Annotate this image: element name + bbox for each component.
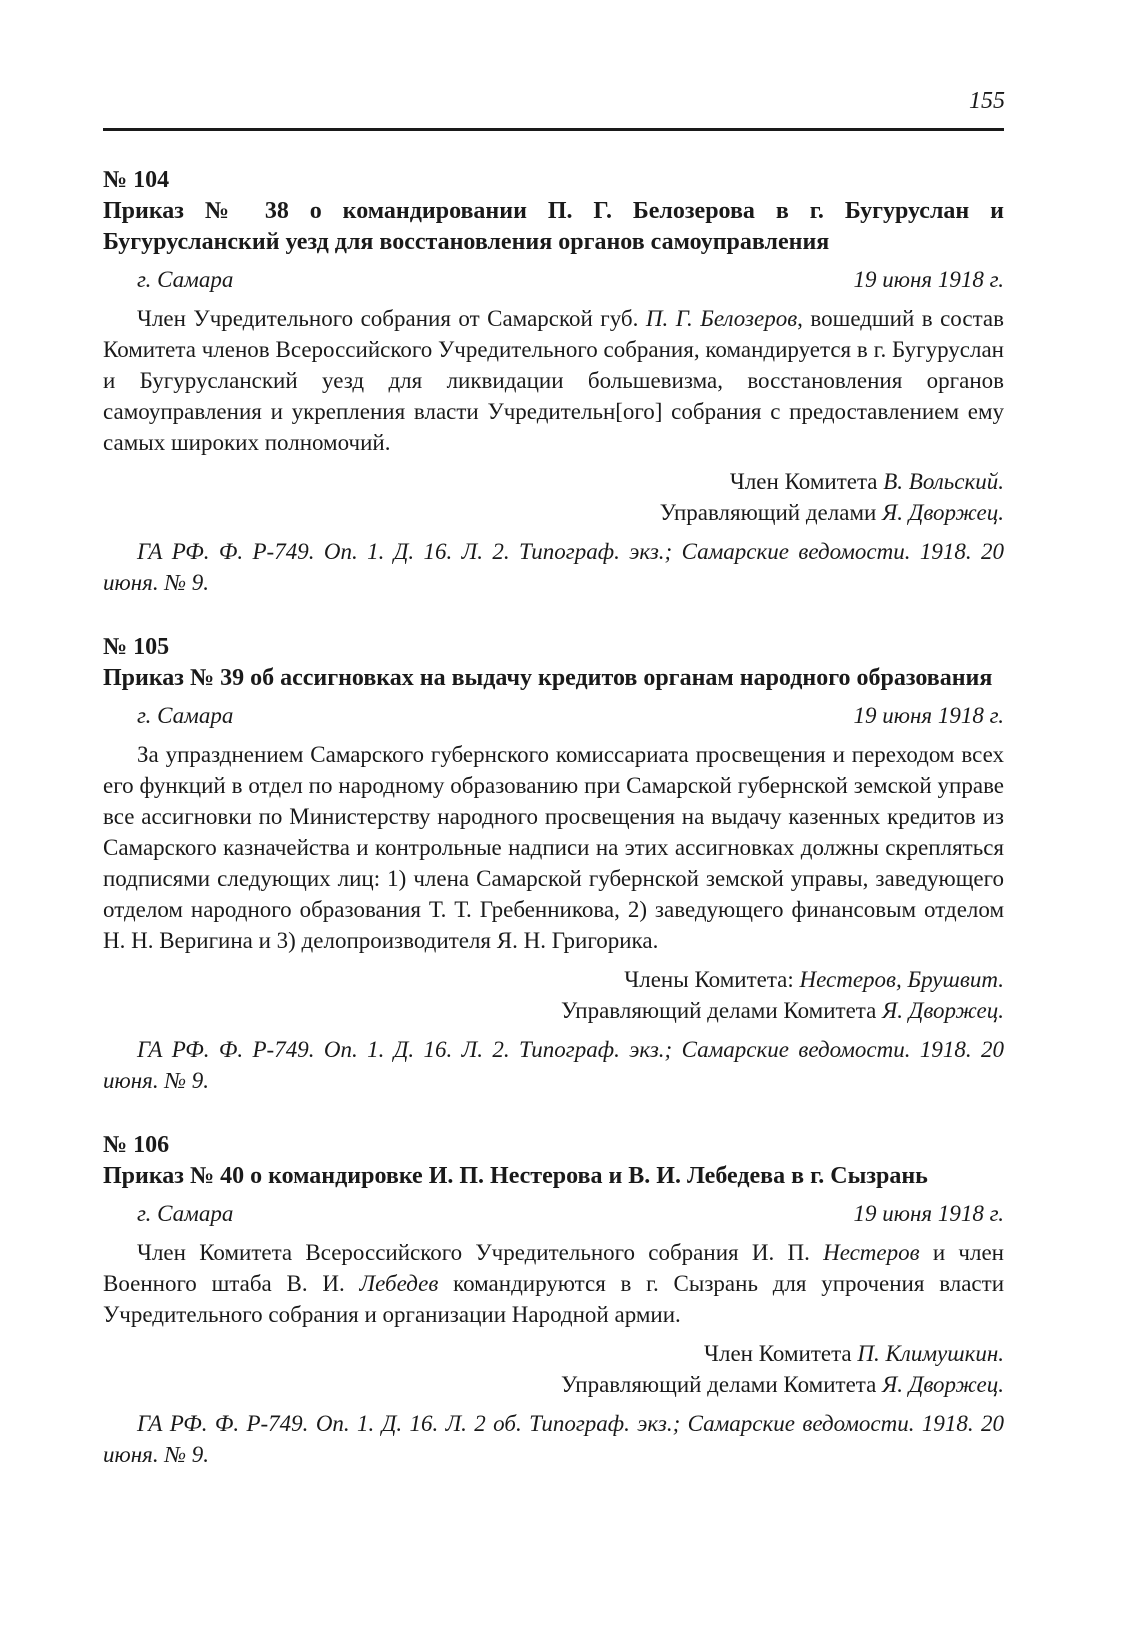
signatures [103, 466, 1004, 528]
signatures [103, 964, 1004, 1026]
document-date: 19 июня 1918 г. [853, 1201, 1004, 1226]
signature-line [103, 964, 1004, 995]
signature-name: Я. Дворжец. [882, 998, 1004, 1023]
body-text-part: и член Военного штаба В. И. [103, 1240, 1004, 1296]
document-106 [103, 1129, 1004, 1470]
signature-name: В. Вольский. [883, 469, 1004, 494]
signature-name: П. Климушкин. [857, 1341, 1004, 1366]
document-date: 19 июня 1918 г. [853, 703, 1004, 728]
signature-line [103, 497, 1004, 528]
signature-line [103, 1369, 1004, 1400]
archival-source: ГА РФ. Ф. Р-749. Оп. 1. Д. 16. Л. 2. Типограф. экз.; Самарские ведомости. 1918. 20 июня. № 9. [103, 1037, 1004, 1093]
document-title: Приказ № 40 о командировке И. П. Нестерова и В. И. Лебедева в г. Сызрань [103, 1163, 928, 1189]
place-date-line [103, 1198, 1004, 1229]
header-rule [103, 128, 1004, 131]
body-text-part: Член Комитета Всероссийского Учредительного собрания И. П. [137, 1240, 824, 1265]
document-title: Приказ № 39 об ассигновках на выдачу кредитов органам народного образования [103, 665, 993, 691]
document-105 [103, 631, 1004, 1096]
body-italic-name: Лебедев [359, 1271, 439, 1296]
document-number: № 105 [103, 634, 170, 660]
body-text-part: Член Учредительного собрания от Самарской губ. [137, 306, 646, 331]
document-number: № 104 [103, 167, 170, 193]
place-date-line [103, 264, 1004, 295]
signature-role: Члены Комитета: [624, 967, 800, 992]
document-body [103, 1237, 1004, 1330]
signature-name: Нестеров, Брушвит. [799, 967, 1004, 992]
page-content [103, 164, 1004, 1470]
page-number: 155 [969, 88, 1005, 114]
body-italic-name: П. Г. Белозеров [645, 306, 798, 331]
signature-role: Член Комитета [704, 1341, 858, 1366]
document-place: г. Самара [137, 703, 234, 728]
signature-line [103, 995, 1004, 1026]
signature-role: Управляющий делами Комитета [561, 998, 883, 1023]
document-body [103, 303, 1004, 458]
signature-line [103, 1338, 1004, 1369]
signatures [103, 1338, 1004, 1400]
document-title: Приказ № 38 о командировании П. Г. Белозерова в г. Бугуруслан и Бугурусланский уезд для восстановления органов самоуправления [103, 198, 1004, 255]
document-place: г. Самара [137, 267, 234, 292]
signature-line [103, 466, 1004, 497]
signature-name: Я. Дворжец. [882, 500, 1004, 525]
document-104 [103, 164, 1004, 598]
document-number: № 106 [103, 1132, 170, 1158]
document-place: г. Самара [137, 1201, 234, 1226]
document-body: За упразднением Самарского губернского комиссариата просвещения и переходом всех его функций в отдел по народному образованию при Самарской губернской земской управе все ассигновки по Министерству народного просвещения на выдачу казенных кредитов из Самарского казначейства и контрольные надписи на этих ассигновках должны скрепляться подписями следующих лиц: 1) члена Самарской губернской земской управы, заведующего отделом народного образования Т. Т. Гребенникова, 2) заведующего финансовым отделом Н. Н. Веригина и 3) делопроизводителя Я. Н. Григорика. [103, 742, 1004, 953]
signature-role: Управляющий делами [659, 500, 883, 525]
body-text-part: , вошедший в состав Комитета членов Всероссийского Учредительного собрания, командируется в г. Бугуруслан и Бугурусланский уезд для ликвидации большевизма, восстановления органов самоуправления и укрепления власти Учредительн[ого] собрания с предоставлением ему самых широких полномочий. [103, 306, 1004, 455]
body-italic-name: Нестеров [823, 1240, 920, 1265]
signature-name: Я. Дворжец. [882, 1372, 1004, 1397]
signature-role: Управляющий делами Комитета [561, 1372, 883, 1397]
body-text-part: командируются в г. Сызрань для упрочения власти Учредительного собрания и организации Народной армии. [103, 1271, 1005, 1327]
place-date-line [103, 700, 1004, 731]
signature-role: Член Комитета [729, 469, 884, 494]
document-date: 19 июня 1918 г. [853, 267, 1004, 292]
archival-source: ГА РФ. Ф. Р-749. Оп. 1. Д. 16. Л. 2 об. Типограф. экз.; Самарские ведомости. 1918. 20 июня. № 9. [103, 1411, 1004, 1467]
archival-source: ГА РФ. Ф. Р-749. Оп. 1. Д. 16. Л. 2. Типограф. экз.; Самарские ведомости. 1918. 20 июня. № 9. [103, 539, 1004, 595]
